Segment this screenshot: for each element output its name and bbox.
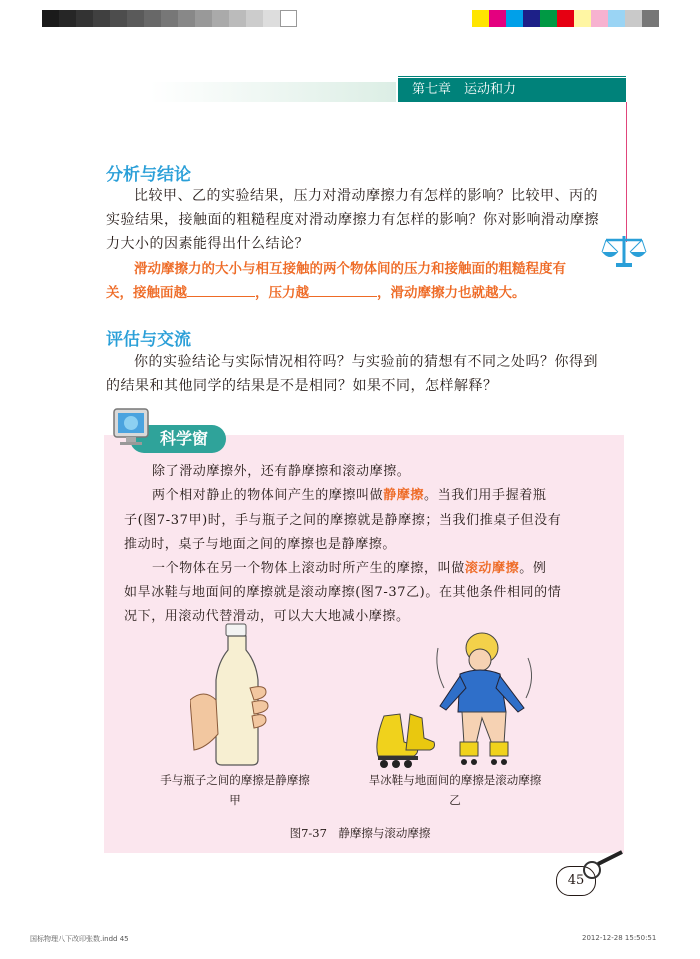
margin-rule [626,102,627,242]
chapter-header: 第七章 运动和力 [398,78,626,102]
answer-text-c: ，滑动摩擦力也就越大。 [377,285,526,301]
skater-illustration [430,628,540,770]
science-p3-line3: 况下，用滚动代替滑动，可以大大地减小摩擦。 [124,609,410,624]
caption-right: 旱冰鞋与地面间的摩擦是滚动摩擦 [368,773,542,787]
science-p3-line2: 如旱冰鞋与地面间的摩擦就是滚动摩擦(图7-37乙)。在其他条件相同的情 [124,585,562,600]
science-p2-line1 [152,484,546,509]
analysis-line-3: 力大小的因素能得出什么结论？ [106,236,309,252]
science-p2-text-b: 。当我们用手握着瓶 [424,488,547,503]
evaluation-line-1: 你的实验结论与实际情况相符吗？与实验前的猜想有不同之处吗？你得到 [134,354,598,370]
analysis-line-1: 比较甲、乙的实验结果，压力对滑动摩擦力有怎样的影响？比较甲、丙的 [134,188,598,204]
answer-blank-2[interactable] [309,282,377,297]
science-p1: 除了滑动摩擦外，还有静摩擦和滚动摩擦。 [152,464,411,479]
section-heading-evaluation: 评估与交流 [106,330,191,350]
science-p2-text-a: 两个相对静止的物体间产生的摩擦叫做 [152,488,384,503]
evaluation-line-2: 的结果和其他同学的结果是不是相同？如果不同，怎样解释？ [106,378,498,394]
answer-text-b: ，压力越 [255,285,309,301]
page-number: 45 [556,866,596,896]
answer-text-a: 关，接触面越 [106,285,187,301]
analysis-line-2: 实验结果，接触面的粗糙程度对滑动摩擦力有怎样的影响？你对影响滑动摩擦 [106,212,599,228]
balance-scale-icon [600,232,648,268]
footer-timestamp: 2012-12-28 15:50:51 [582,934,657,942]
computer-monitor-icon [110,405,154,449]
figure-caption: 图7-37 静摩擦与滚动摩擦 [289,826,431,840]
science-p2-line2: 子(图7-37甲)时，手与瓶子之间的摩擦就是静摩擦；当我们推桌子但没有 [124,513,562,528]
answer-line-2 [106,281,526,305]
term-static-friction: 静摩擦 [383,488,425,503]
color-bar [472,10,659,27]
section-heading-analysis: 分析与结论 [106,165,191,185]
science-p3-line1 [152,557,546,582]
magnifier-icon [582,850,626,880]
grayscale-bar [42,10,297,27]
footer-file: 国标物理八下改印张数.indd 45 [30,935,129,943]
term-rolling-friction: 滚动摩擦 [464,561,520,576]
answer-line-1: 滑动摩擦力的大小与相互接触的两个物体间的压力和接触面的粗糙程度有 [134,261,566,277]
label-left: 甲 [229,793,241,807]
hand-holding-bottle-illustration [190,622,280,767]
answer-blank-1[interactable] [187,282,255,297]
header-gradient [150,82,396,102]
science-window-title: 科学窗 [130,425,226,453]
caption-left: 手与瓶子之间的摩擦是静摩擦 [160,773,310,787]
science-p3-text-a: 一个物体在另一个物体上滚动时所产生的摩擦，叫做 [152,561,465,576]
header-rule [398,76,626,77]
label-right: 乙 [449,793,461,807]
science-p3-text-b: 。例 [519,561,547,576]
science-p2-line3: 推动时，桌子与地面之间的摩擦也是静摩擦。 [124,537,397,552]
